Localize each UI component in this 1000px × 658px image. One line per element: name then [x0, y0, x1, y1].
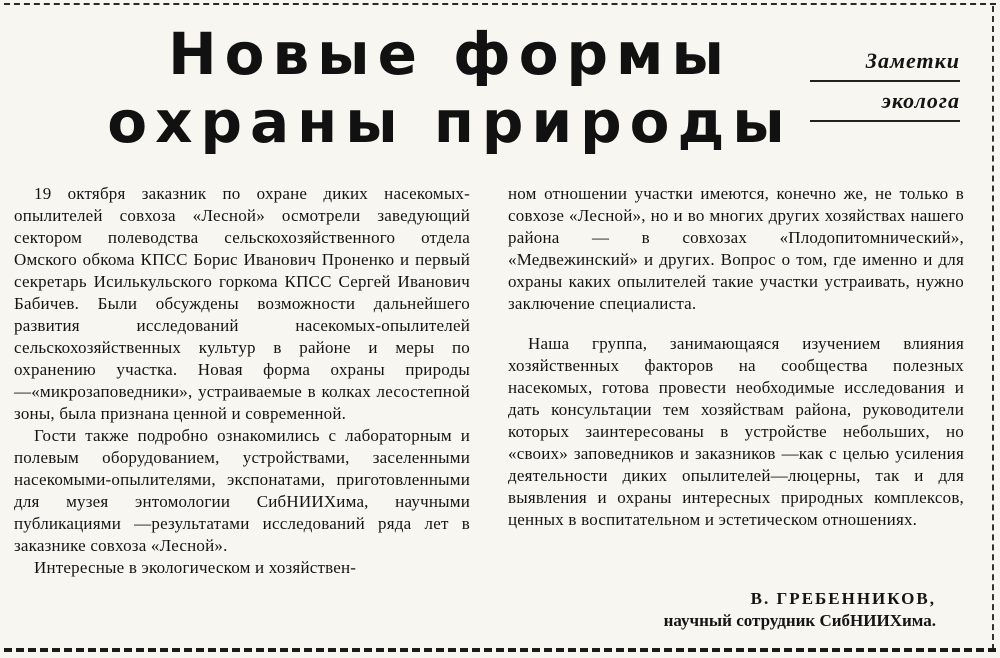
paragraph: Наша группа, занимающаяся изучением влияния хозяйственных факторов на сообщества полезных насекомых, готова провести необходимые исследования и дать консультации тем хозяйствам района, руководители которых заинтересованы в устройстве небольших, но «своих» заповедников и заказников —как с целью усиления деятельности диких опылителей—люцерны, так и для выявления и охраны интересных природных комплексов, ценных в воспитательном и эстетическом отношениях. [508, 334, 964, 529]
article-headline [60, 20, 840, 156]
author-name: В. ГРЕБЕННИКОВ, [750, 589, 936, 608]
top-border-rule [4, 3, 996, 9]
rubric [810, 42, 960, 122]
paragraph: ном отношении участки имеются, конечно же, не только в совхозе «Лесной», но и во многих других хозяйствах нашего района — в совхозах «Плодопитомнический», «Медвежинский» и других. Вопрос о том, где именно и для охраны каких опылителей такие участки устраивать, нужно заключение специалиста. [508, 184, 964, 313]
author-position: научный сотрудник СибНИИХима. [663, 611, 936, 630]
paragraph: 19 октября заказник по охране диких насекомых-опылителей совхоза «Лесной» осмотрели заведующий сектором полеводства сельскохозяйственного отдела Омского обкома КПСС Борис Иванович Проненко и первый секретарь Исилькульского горкома КПСС Сергей Иванович Бабичев. Были обсуждены возможности дальнейшего развития исследований насекомых-опылителей сельскохозяйственных культур в районе и меры по охранению участка. Новая форма охраны природы —«микрозаповедники», устраиваемые в колках лесостепной зоны, была признана ценной и современной. [14, 184, 470, 423]
rubric-line-2: эколога [810, 82, 960, 122]
signature [664, 588, 936, 632]
right-column [508, 183, 964, 531]
paragraph: Интересные в экологическом и хозяйствен- [34, 558, 357, 577]
paragraph: Гости также подробно ознакомились с лабораторным и полевым оборудованием, устройствами, заселенными насекомыми-опылителями, экспонатами, приготовленными для музея энтомологии СибНИИХима, научными публикациями —результатами исследований ряда лет в заказнике совхоза «Лесной». [14, 426, 470, 555]
rubric-line-1: Заметки [810, 42, 960, 82]
right-border-rule [990, 6, 994, 650]
headline-line-1: Новые формы [168, 20, 732, 88]
headline-line-2: охраны природы [107, 88, 793, 156]
left-column [14, 183, 470, 579]
bottom-border-rule [4, 642, 996, 652]
